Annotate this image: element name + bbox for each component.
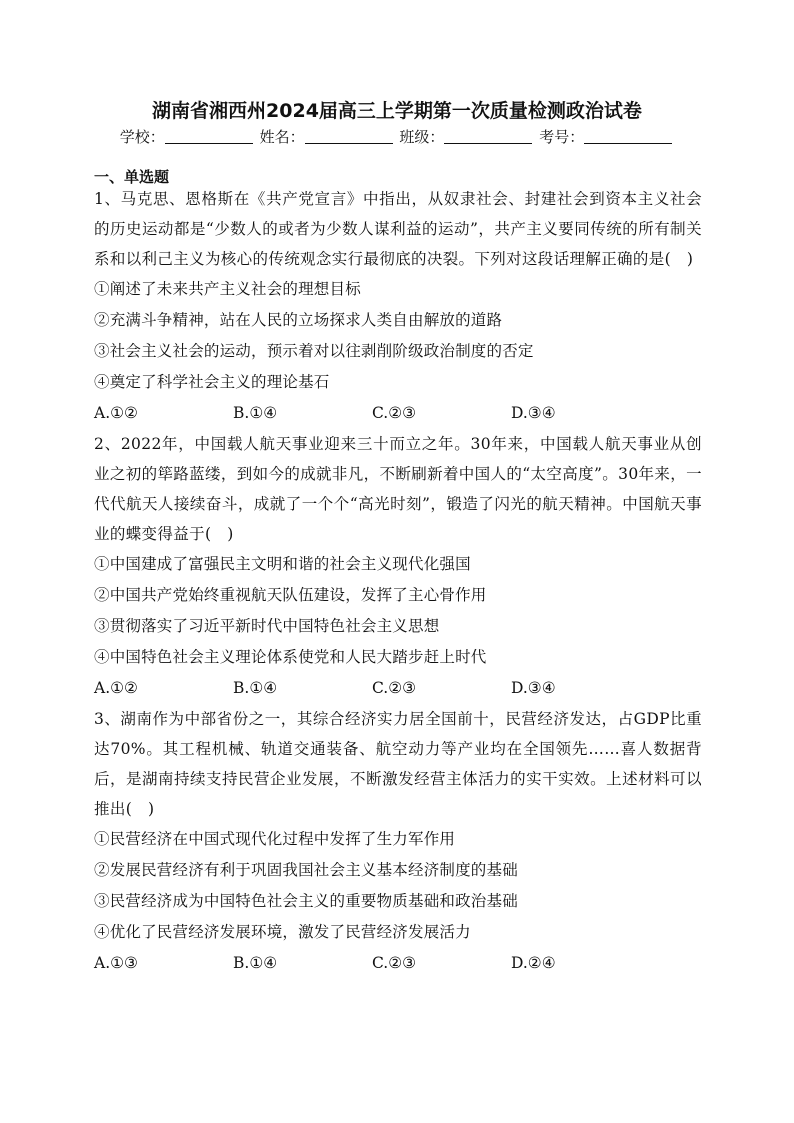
choice-a: A.①③ — [94, 954, 138, 972]
statement-item: ③民营经济成为中国特色社会主义的重要物质基础和政治基础 — [94, 892, 518, 910]
statement-item: ④中国特色社会主义理论体系使党和人民大踏步赶上时代 — [94, 648, 487, 666]
name-label: 姓名： — [259, 128, 305, 146]
statement-item: ③社会主义社会的运动，预示着对以往剥削阶级政治制度的否定 — [94, 342, 534, 360]
question-3 — [94, 704, 702, 979]
choice-b: B.①④ — [233, 954, 278, 972]
choice-b: B.①④ — [233, 679, 278, 697]
question-list — [94, 184, 702, 979]
statement-item: ②充满斗争精神，站在人民的立场探求人类自由解放的道路 — [94, 311, 503, 329]
statement-item: ①民营经济在中国式现代化过程中发挥了生力军作用 — [94, 830, 456, 848]
exam-number-blank — [584, 129, 672, 144]
name-blank — [305, 129, 393, 144]
question-1 — [94, 184, 702, 429]
school-label: 学校： — [119, 128, 165, 146]
question-stem: 2、2022年，中国载人航天事业迎来三十而立之年。30年来，中国载人航天事业从创业之初的筚路蓝缕，到如今的成就非凡，不断刷新着中国人的“太空高度”。30年来，一代代航天人接续奋斗，成就了一个个“高光时刻”，锻造了闪光的航天精神。中国航天事业的蝶变得益于( ) — [94, 435, 702, 543]
choice-a: A.①② — [94, 404, 138, 422]
choice-a: A.①② — [94, 679, 138, 697]
choice-c: C.②③ — [372, 404, 417, 422]
statement-item: ③贯彻落实了习近平新时代中国特色社会主义思想 — [94, 617, 440, 635]
exam-title: 湖南省湘西州2024届高三上学期第一次质量检测政治试卷 — [152, 100, 642, 122]
section-title: 一、单选题 — [94, 168, 170, 186]
statement-item: ②发展民营经济有利于巩固我国社会主义基本经济制度的基础 — [94, 861, 518, 879]
statement-item: ①中国建成了富强民主文明和谐的社会主义现代化强国 — [94, 555, 471, 573]
statement-item: ④优化了民营经济发展环境，激发了民营经济发展活力 — [94, 923, 471, 941]
student-info-line — [0, 126, 794, 147]
exam-number-label: 考号： — [539, 128, 585, 146]
school-blank — [165, 129, 253, 144]
choice-b: B.①④ — [233, 404, 278, 422]
answer-choices — [94, 398, 702, 429]
question-stem: 1、马克思、恩格斯在《共产党宣言》中指出，从奴隶社会、封建社会到资本主义社会的历史运动都是“少数人的或者为少数人谋利益的运动”，共产主义要同传统的所有制关系和以利己主义为核心的传统观念实行最彻底的决裂。下列对这段话理解正确的是( ) — [94, 190, 702, 268]
choice-d: D.③④ — [511, 679, 556, 697]
question-2 — [94, 429, 702, 704]
statement-item: ④奠定了科学社会主义的理论基石 — [94, 373, 330, 391]
answer-choices — [94, 948, 702, 979]
statement-item: ①阐述了未来共产主义社会的理想目标 — [94, 280, 361, 298]
question-stem: 3、湖南作为中部省份之一，其综合经济实力居全国前十，民营经济发达，占GDP比重达70%。其工程机械、轨道交通装备、航空动力等产业均在全国领先……喜人数据背后，是湖南持续支持民营企业发展，不断激发经营主体活力的实干实效。上述材料可以推出( ) — [94, 710, 702, 818]
class-label: 班级： — [399, 128, 445, 146]
choice-c: C.②③ — [372, 679, 417, 697]
statement-item: ②中国共产党始终重视航天队伍建设，发挥了主心骨作用 — [94, 586, 487, 604]
class-blank — [444, 129, 532, 144]
choice-d: D.③④ — [511, 404, 556, 422]
choice-d: D.②④ — [511, 954, 556, 972]
answer-choices — [94, 673, 702, 704]
choice-c: C.②③ — [372, 954, 417, 972]
